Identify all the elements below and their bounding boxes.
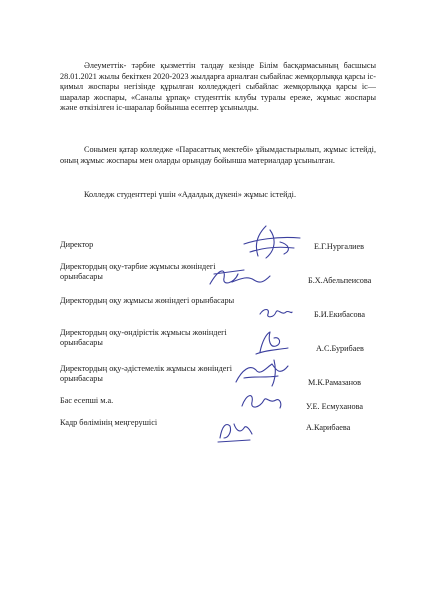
signature-deputy-production [250, 328, 292, 358]
signatory-name-chief-accountant: У.Е. Есмуханова [306, 402, 363, 411]
signatory-title-director: Директор [60, 240, 94, 249]
paragraph-honesty-shop: Колледж студенттері үшін «Адалдық дүкені» жұмыс істейді. [84, 190, 296, 199]
signature-hr-head [212, 416, 258, 446]
signatory-name-deputy-education: Б.Х.Абельпеисова [308, 276, 372, 285]
signatory-name-director: Е.Г.Нургалиев [314, 242, 365, 251]
signatory-name-hr-head: А.Карибаева [306, 423, 351, 432]
signature-chief-accountant [236, 388, 286, 414]
signatory-title-deputy-production: Директордың оқу-өндірістік жұмысы жөніндегі орынбасары [60, 328, 227, 348]
signatory-title-deputy-methodology: Директордың оқу-әдістемелік жұмысы жөніндегі орынбасары [60, 364, 233, 384]
signature-director [236, 222, 308, 262]
signatory-name-deputy-methodology: М.К.Рамазанов [308, 378, 361, 387]
signatory-name-deputy-production: А.С.Бурибаев [316, 344, 364, 353]
signatory-title-chief-accountant: Бас есепші м.а. [60, 396, 114, 405]
signatory-name-deputy-academic: Б.И.Екибасова [314, 310, 365, 319]
signature-deputy-methodology [230, 356, 298, 390]
paragraph-ethics-school: Сонымен қатар колледже «Парасаттық мектебі» ұйымдастырылып, жұмыс істейді, оның жұмыс жоспары мен оларды орындау бойынша материалдар ұсынылған. [60, 145, 376, 165]
signatory-title-deputy-education: Директордың оқу-тәрбие жұмысы жөніндегі орынбасары [60, 262, 216, 282]
signatory-title-deputy-academic: Директордың оқу жұмысы жөніндегі орынбасары [60, 296, 235, 305]
signature-deputy-academic [256, 302, 296, 324]
signature-deputy-education [204, 260, 274, 292]
paragraph-report-summary: Әлеуметтік- тәрбие қызметтін талдау кезінде Білім басқармасының басшысы 28.01.2021 жылы бекіткен 2020-2023 жылдарға арналған сыбайлас жемқорлыққа қарсы іс-қимыл жоспары негізінде құрылған колледждегі сыбайлас жемқорлыққа қарсы іс—шаралар жоспары, «Саналы ұрпақ» студенттік клубы туралы ереже, жұмыс жоспары және өткізілген іс-шаралар бойынша есептер ұсынылды. [60, 61, 376, 113]
signatory-title-hr-head: Кадр бөлімінің меңгерушісі [60, 418, 158, 427]
